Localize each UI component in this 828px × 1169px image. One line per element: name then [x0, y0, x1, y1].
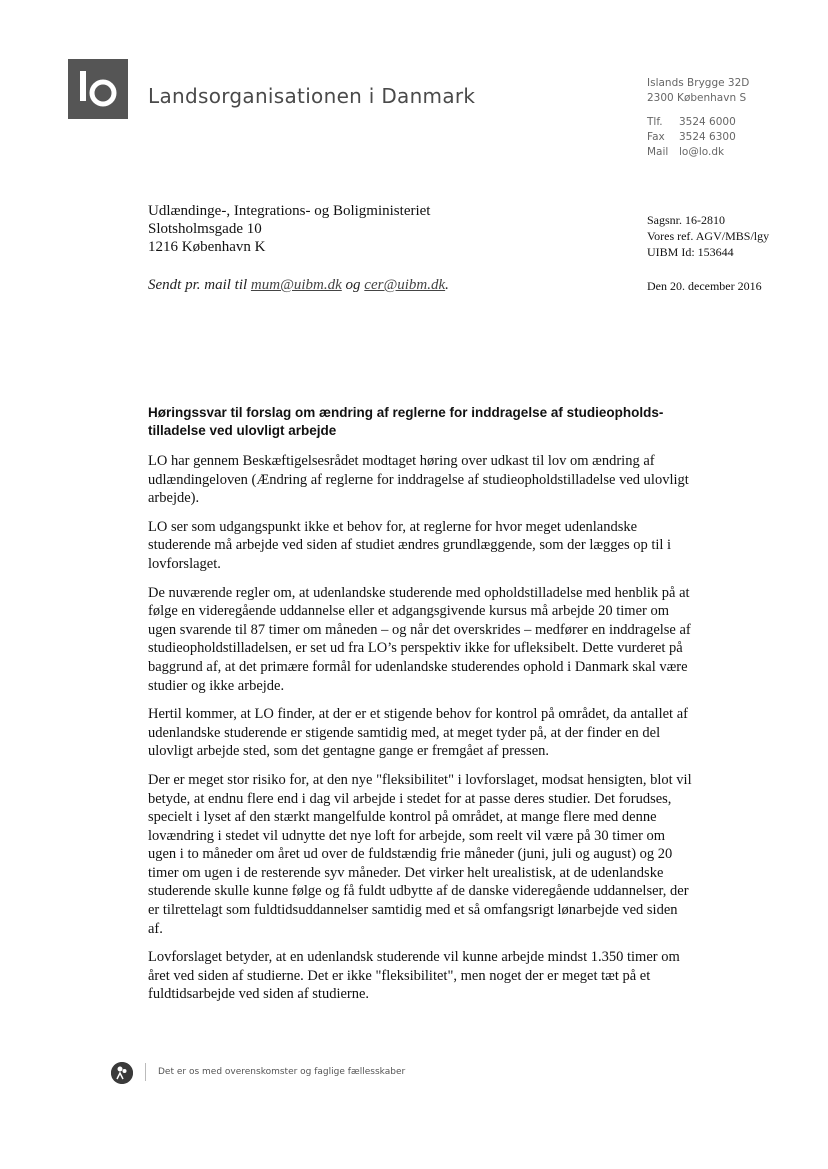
phone-row [647, 115, 749, 130]
letter-body [148, 452, 696, 1014]
people-icon [111, 1062, 133, 1084]
email-link-1[interactable]: mum@uibm.dk [250, 277, 342, 293]
recipient-address [148, 202, 430, 256]
body-paragraph: Lovforslaget betyder, at en udenlandsk studerende vil kunne arbejde mindst 1.350 timer om året ved siden af studierne. Det er ikke "fleksibilitet", men noget der er meget tæt på et fuldtidsarbejde ved siden af studierne. [148, 949, 680, 1003]
recipient-line: Slotsholmsgade 10 [148, 221, 262, 237]
footer-divider [145, 1063, 146, 1081]
body-paragraph: Der er meget stor risiko for, at den nye "fleksibilitet" i lovforslaget, modsat hensigten, blot vil betyde, at endnu flere end i dag vil arbejde i stedet for at passe deres studier. Det forudses, specielt i lyset af den stærkt mangelfulde kontrol på området, at mange flere med denne lovændring i stedet vil udnytte det nye loft for arbejde, som reelt vil være på 30 timer om ugen i to måneder om året ud over de fuldstændig frie måneder (juni, juli og august) og 20 timer om ugen i de resterende syv måneder. Det virker helt urealistisk, at de udenlandske studerende skulle kunne følge og få fuldt udbytte af de danske videregående uddannelser, der er tilrettelagt som fuldtidsuddannelser samtidig med et så omfangsrigt lønarbejde ved siden af. [148, 771, 692, 937]
phone-label: Tlf. [647, 116, 663, 128]
sent-prefix: Sendt pr. mail til [148, 277, 248, 293]
address-line-2: 2300 København S [647, 92, 747, 104]
recipient-line: Udlændinge-, Integrations- og Boligministeriet [148, 203, 431, 219]
mail-label: Mail [647, 146, 669, 158]
phone-value: 3524 6000 [679, 116, 736, 128]
sent-by-mail-line [148, 277, 449, 294]
fax-value: 3524 6300 [679, 131, 736, 143]
org-name: Landsorganisationen i Danmark [148, 84, 476, 108]
mail-value[interactable]: lo@lo.dk [679, 146, 725, 158]
address-line-1: Islands Brygge 32D [647, 77, 750, 89]
fax-row [647, 130, 749, 145]
letter-heading: Høringssvar til forslag om ændring af reglerne for inddragelse af studieopholds-tilladelse ved ulovligt arbejde [148, 405, 664, 438]
contact-block [647, 76, 749, 160]
sent-suffix: . [445, 277, 449, 293]
body-paragraph: Hertil kommer, at LO finder, at der er et stigende behov for kontrol på området, da antallet af udenlandske studerende er stigende samtidig med, at meget tyder på, at der finder en del ulovligt arbejde sted, som det gentagne gange er fremgået af pressen. [148, 706, 688, 760]
body-paragraph: LO ser som udgangspunkt ikke et behov for, at reglerne for hvor meget udenlandske studerende må arbejde ved siden af studiet ændres grundlæggende, som der lægges op til i lovforslaget. [148, 518, 672, 572]
fax-label: Fax [647, 131, 665, 143]
uibm-id: UIBM Id: 153644 [647, 245, 734, 259]
footer-tagline: Det er os med overenskomster og faglige fællesskaber [158, 1067, 406, 1077]
letter-date: Den 20. december 2016 [647, 279, 762, 293]
sent-conj: og [345, 277, 361, 293]
lo-logo-mark [68, 59, 128, 119]
recipient-line: 1216 København K [148, 239, 266, 255]
lo-logo [68, 59, 128, 119]
email-link-2[interactable]: cer@uibm.dk [364, 277, 446, 293]
body-paragraph: LO har gennem Beskæftigelsesrådet modtaget høring over udkast til lov om ændring af udlændingeloven (Ændring af reglerne for inddragelse af studieopholdstilladelse ved ulovligt arbejde). [148, 453, 689, 507]
our-reference: Vores ref. AGV/MBS/lgy [647, 229, 770, 243]
body-paragraph: De nuværende regler om, at udenlandske studerende med opholdstilladelse med henblik på at følge en videregående uddannelse eller et adgangsgivende kursus må arbejde 20 timer om ugen svarende til 87 timer om måneden – og når det overskrides – medfører en inddragelse af studieopholdstilladelsen, er set ud fra LO’s perspektiv ikke for ufleksibelt. Dette vurderet på baggrund af, at det primære formål for udenlandske studerendes ophold i Danmark skal være studier og ikke arbejde. [148, 584, 691, 694]
reference-block [647, 212, 769, 260]
mail-row [647, 145, 749, 160]
case-number: Sagsnr. 16-2810 [647, 213, 725, 227]
